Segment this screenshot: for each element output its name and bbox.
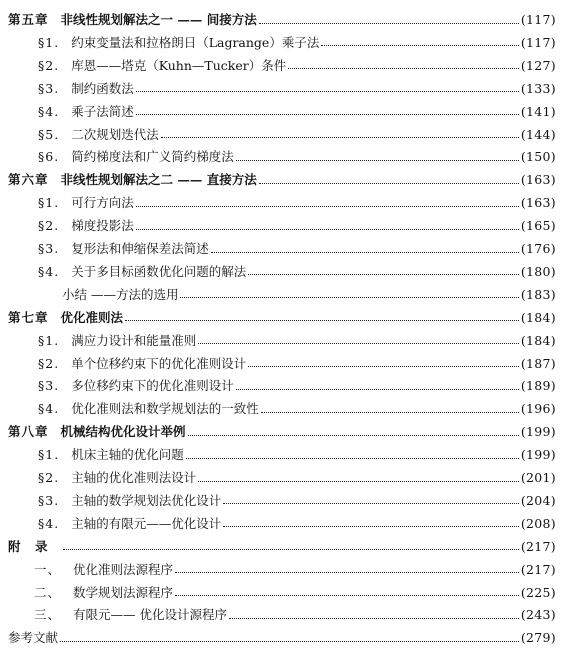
dot-leader (259, 23, 519, 24)
dot-leader (63, 549, 519, 550)
toc-entry-label (38, 467, 196, 489)
toc-entry-label (38, 32, 319, 54)
toc-entry-number: §6. (38, 149, 60, 165)
toc-entry-number: 第五章 (8, 12, 49, 27)
toc-entry-row[interactable] (8, 627, 556, 649)
toc-entry-label (38, 444, 184, 466)
toc-entry-number: §2. (38, 470, 60, 485)
toc-entry-label (38, 375, 234, 397)
toc-entry-row[interactable] (38, 467, 556, 489)
toc-entry-row[interactable] (38, 32, 556, 54)
toc-entry-row[interactable] (38, 101, 556, 123)
toc-chapter-row[interactable] (8, 169, 556, 191)
toc-entry-number: §4. (38, 401, 60, 417)
toc-entry-title: 关于多目标函数优化问题的解法 (71, 263, 247, 279)
dot-leader (248, 366, 519, 367)
toc-entry-label (38, 146, 234, 168)
toc-page-number: (163) (520, 195, 556, 211)
toc-entry-title: 可行方向法 (71, 195, 134, 211)
toc-entry-row[interactable] (38, 398, 556, 420)
toc-page-number: (187) (520, 355, 556, 371)
toc-entry-number: §1. (38, 332, 60, 348)
toc-page-number: (127) (520, 57, 556, 73)
toc-entry-label (38, 513, 221, 535)
toc-entry-label (38, 353, 246, 375)
dot-leader (223, 503, 519, 504)
dot-leader (161, 137, 519, 138)
toc-page-number: (189) (520, 378, 556, 394)
toc-entry-number: 第八章 (8, 424, 49, 440)
toc-page-number: (208) (520, 515, 556, 531)
dot-leader (188, 435, 519, 436)
toc-entry-label (8, 536, 61, 558)
toc-entry-label (38, 398, 259, 420)
toc-entry-number: §1. (38, 34, 60, 50)
toc-entry-title: 数学规划法源程序 (73, 584, 174, 600)
toc-entry-title: 制约函数法 (71, 80, 134, 96)
toc-page-number: (199) (520, 447, 556, 463)
dot-leader (223, 526, 519, 527)
toc-entry-number: §1. (38, 195, 60, 211)
toc-entry-title: 机械结构优化设计举例 (60, 424, 186, 440)
toc-entry-number: §3. (38, 492, 60, 508)
toc-entry-row[interactable] (38, 78, 556, 100)
toc-entry-label (38, 261, 246, 283)
toc-entry-number: 第六章 (8, 172, 49, 188)
toc-page-number: (117) (520, 34, 556, 50)
dot-leader (321, 45, 519, 46)
toc-entry-label (8, 9, 257, 31)
toc-entry-number: 第七章 (8, 309, 49, 325)
dot-leader (136, 206, 519, 207)
toc-entry-row[interactable] (38, 192, 556, 214)
toc-entry-title: 有限元—— 优化设计源程序 (73, 607, 227, 623)
toc-page-number: (184) (520, 309, 556, 325)
toc-page-number: (133) (520, 80, 556, 96)
toc-entry-label (38, 215, 134, 237)
toc-entry-title: 优化准则法和数学规划法的一致性 (71, 401, 259, 417)
toc-entry-title: 主轴的优化准则法设计 (71, 470, 197, 485)
toc-entry-label (8, 307, 123, 329)
toc-entry-label (38, 490, 221, 512)
toc-entry-row[interactable] (34, 559, 556, 581)
toc-page-number: (141) (520, 103, 556, 119)
toc-entry-title: 约束变量法和拉格朗日（Lagrange）乘子法 (71, 34, 320, 50)
toc-entry-row[interactable] (38, 330, 556, 352)
toc-entry-number: §5. (38, 126, 60, 142)
dot-leader (60, 641, 519, 642)
toc-entry-number: §3. (38, 80, 60, 96)
toc-entry-row[interactable] (38, 261, 556, 283)
toc-entry-label (62, 284, 178, 306)
toc-entry-title: 复形法和伸缩保差法简述 (71, 241, 209, 256)
toc-entry-title: 主轴的有限元——优化设计 (71, 515, 222, 531)
dot-leader (136, 91, 519, 92)
dot-leader (198, 343, 519, 344)
toc-entry-title: 非线性规划解法之二 —— 直接方法 (60, 172, 257, 188)
dot-leader (236, 389, 519, 390)
toc-page-number: (243) (520, 607, 556, 623)
toc-entry-title: 优化准则法 (60, 309, 124, 325)
toc-entry-number: §4. (38, 515, 60, 531)
toc-entry-row[interactable] (38, 55, 556, 77)
dot-leader (175, 595, 519, 596)
toc-entry-row[interactable] (38, 513, 556, 535)
toc-chapter-row[interactable] (8, 9, 556, 31)
toc-page-number: (184) (520, 332, 556, 348)
toc-page-number: (196) (520, 401, 556, 417)
toc-entry-row[interactable] (34, 604, 556, 626)
toc-page-number: (217) (520, 538, 556, 554)
dot-leader (186, 458, 519, 459)
toc-entry-label (38, 192, 134, 214)
toc-entry-title: 机床主轴的优化问题 (71, 447, 184, 463)
toc-entry-label (38, 55, 286, 77)
toc-page-number: (217) (520, 561, 556, 577)
toc-entry-row[interactable] (62, 284, 556, 306)
toc-entry-row[interactable] (38, 375, 556, 397)
toc-chapter-row[interactable] (8, 536, 556, 558)
toc-entry-label (8, 627, 58, 649)
toc-entry-label (38, 101, 134, 123)
toc-entry-label (38, 238, 209, 260)
toc-chapter-row[interactable] (8, 421, 556, 443)
dot-leader (288, 68, 519, 69)
toc-page-number: (176) (520, 241, 556, 256)
toc-entry-row[interactable] (38, 353, 556, 375)
toc-entry-title: 梯度投影法 (71, 218, 134, 234)
dot-leader (180, 297, 518, 298)
toc-entry-label (38, 78, 134, 100)
toc-entry-row[interactable] (38, 215, 556, 237)
dot-leader (261, 412, 519, 413)
dot-leader (136, 114, 519, 115)
toc-entry-title: 多位移约束下的优化准则设计 (71, 378, 234, 394)
toc-entry-number: 二、 (34, 584, 62, 600)
toc-entry-title: 非线性规划解法之一 —— 间接方法 (60, 12, 257, 27)
toc-page-number: (144) (520, 126, 556, 142)
toc-entry-number: §2. (38, 57, 60, 73)
toc-page-number: (199) (520, 424, 556, 440)
dot-leader (236, 160, 519, 161)
toc-entry-label (34, 604, 227, 626)
toc-entry-title: 库恩——塔克（Kuhn—Tucker）条件 (71, 57, 287, 73)
toc-page-number: (225) (520, 584, 556, 600)
toc-entry-title: 参考文献 (8, 630, 59, 646)
toc-entry-number: §4. (38, 263, 60, 279)
dot-leader (198, 481, 519, 482)
toc-entry-title: 简约梯度法和广义简约梯度法 (71, 149, 234, 165)
toc-entry-row[interactable] (38, 238, 556, 260)
dot-leader (175, 572, 519, 573)
toc-page-number: (279) (520, 630, 556, 646)
toc-entry-number: §3. (38, 241, 60, 256)
toc-entry-row[interactable] (38, 490, 556, 512)
toc-entry-title: 小结 ——方法的选用 (62, 286, 179, 302)
toc-entry-label (38, 124, 159, 146)
dot-leader (259, 183, 519, 184)
toc-entry-number: §1. (38, 447, 60, 463)
dot-leader (136, 229, 519, 230)
dot-leader (211, 252, 519, 253)
toc-entry-number: 一、 (34, 561, 62, 577)
toc-entry-title: 单个位移约束下的优化准则设计 (71, 355, 247, 371)
toc-page-number: (204) (520, 492, 556, 508)
toc-page-number: (150) (520, 149, 556, 165)
toc-entry-label (38, 330, 196, 352)
toc-entry-row[interactable] (38, 444, 556, 466)
toc-entry-label (8, 169, 257, 191)
toc-page-number: (183) (520, 286, 556, 302)
toc-entry-number: §2. (38, 355, 60, 371)
toc-entry-number: 三、 (34, 607, 62, 623)
toc-chapter-row[interactable] (8, 307, 556, 329)
toc-entry-label (34, 559, 173, 581)
toc-entry-title: 二次规划迭代法 (71, 126, 159, 142)
dot-leader (248, 274, 519, 275)
toc-entry-title: 主轴的数学规划法优化设计 (71, 492, 222, 508)
toc-entry-number: §3. (38, 378, 60, 394)
toc-entry-title: 优化准则法源程序 (73, 561, 174, 577)
toc-entry-number: §4. (38, 103, 60, 119)
toc-page-number: (163) (520, 172, 556, 188)
toc-entry-label (8, 421, 186, 443)
toc-page-number: (201) (520, 470, 556, 485)
toc-entry-row[interactable] (38, 124, 556, 146)
toc-page-number: (117) (520, 12, 556, 27)
toc-entry-title: 满应力设计和能量准则 (71, 332, 197, 348)
toc-entry-number: 附 录 (8, 538, 49, 554)
dot-leader (125, 320, 519, 321)
toc-entry-title: 乘子法简述 (71, 103, 134, 119)
toc-entry-label (34, 582, 173, 604)
toc-page-number: (180) (520, 263, 556, 279)
toc-entry-row[interactable] (34, 582, 556, 604)
toc-page-number: (165) (520, 218, 556, 234)
toc-entry-number: §2. (38, 218, 60, 234)
toc-entry-row[interactable] (38, 146, 556, 168)
dot-leader (229, 618, 519, 619)
